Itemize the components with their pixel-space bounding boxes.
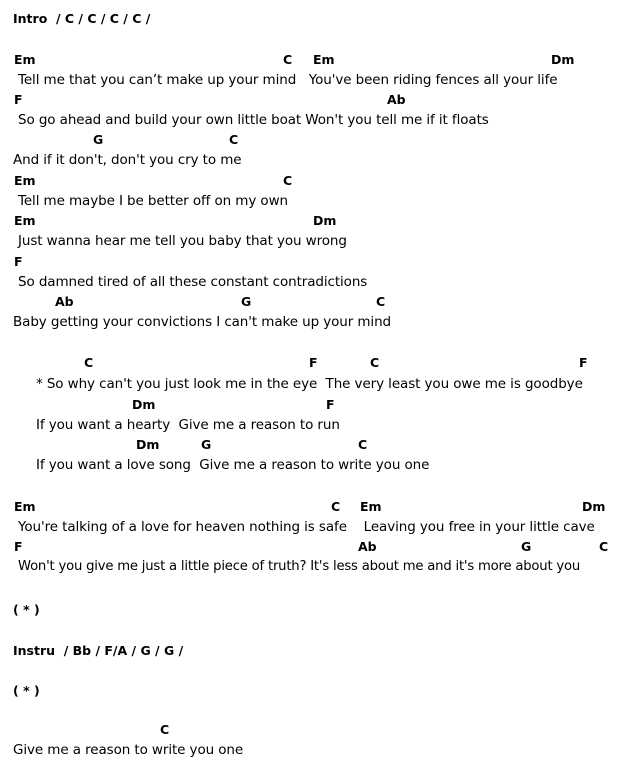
chord-line	[0, 130, 620, 150]
chord: G	[201, 437, 212, 452]
chord: F	[14, 254, 23, 269]
lyric-line: And if it don't, don't you cry to me	[13, 152, 242, 168]
lyric-line: Tell me maybe I be better off on my own	[18, 193, 288, 209]
lyric-line: Tell me that you can’t make up your mind You've been riding fences all your life	[18, 72, 558, 88]
chord: F	[579, 355, 588, 370]
lyric-line: Won't you give me just a little piece of truth? It's less about me and it's more about you	[18, 559, 581, 574]
chord: F	[14, 539, 23, 554]
chord: C	[376, 294, 386, 309]
chord: C	[84, 355, 94, 370]
chord: F	[309, 355, 318, 370]
lyric-line: You're talking of a love for heaven nothing is safe Leaving you free in your little cave	[18, 519, 595, 535]
chord: C	[599, 539, 609, 554]
chord: Dm	[551, 52, 575, 67]
chord-line	[0, 435, 620, 455]
chord-line	[0, 252, 620, 272]
chord: Ab	[387, 92, 406, 107]
chord: C	[331, 499, 341, 514]
chord: Em	[14, 52, 36, 67]
chord: C	[370, 355, 380, 370]
chord-line	[0, 211, 620, 231]
chord: Em	[14, 499, 36, 514]
chord-line	[0, 537, 620, 557]
chorus-reference: ( * )	[13, 683, 40, 698]
chord-line	[0, 90, 620, 110]
chord-line	[0, 171, 620, 191]
lyric-line: Just wanna hear me tell you baby that you wrong	[18, 233, 347, 249]
lyric-line: So damned tired of all these constant contradictions	[18, 274, 368, 290]
chord: F	[326, 397, 335, 412]
lyric-line: If you want a hearty Give me a reason to run	[36, 417, 340, 433]
chord: Em	[360, 499, 382, 514]
chord-line	[0, 720, 620, 740]
chord: C	[283, 173, 293, 188]
chorus-reference: ( * )	[13, 602, 40, 617]
lyric-line: * So why can't you just look me in the eye The very least you owe me is goodbye	[36, 376, 583, 392]
chord: Ab	[358, 539, 377, 554]
chord-line	[0, 353, 620, 373]
lyric-line: Give me a reason to write you one	[13, 742, 244, 758]
chord: Em	[313, 52, 335, 67]
chord: Em	[14, 173, 36, 188]
chord: Dm	[132, 397, 156, 412]
chord: Dm	[136, 437, 160, 452]
chord: Dm	[313, 213, 337, 228]
chord-line	[0, 395, 620, 415]
chord: F	[14, 92, 23, 107]
chord: G	[521, 539, 532, 554]
chord-line	[0, 292, 620, 312]
lyric-line: Baby getting your convictions I can't make up your mind	[13, 314, 392, 330]
chord: C	[160, 722, 170, 737]
instru-line: Instru / Bb / F/A / G / G /	[13, 643, 184, 658]
chord: G	[241, 294, 252, 309]
chord: C	[229, 132, 239, 147]
chord: C	[283, 52, 293, 67]
chord: G	[93, 132, 104, 147]
chord: Em	[14, 213, 36, 228]
lyric-line: If you want a love song Give me a reason to write you one	[36, 457, 430, 473]
chord: Dm	[582, 499, 606, 514]
chord: C	[358, 437, 368, 452]
intro-line: Intro / C / C / C / C /	[13, 11, 151, 26]
chord-line	[0, 50, 620, 70]
lyric-line: So go ahead and build your own little boat Won't you tell me if it floats	[18, 112, 489, 128]
chord: Ab	[55, 294, 74, 309]
chord-line	[0, 497, 620, 517]
